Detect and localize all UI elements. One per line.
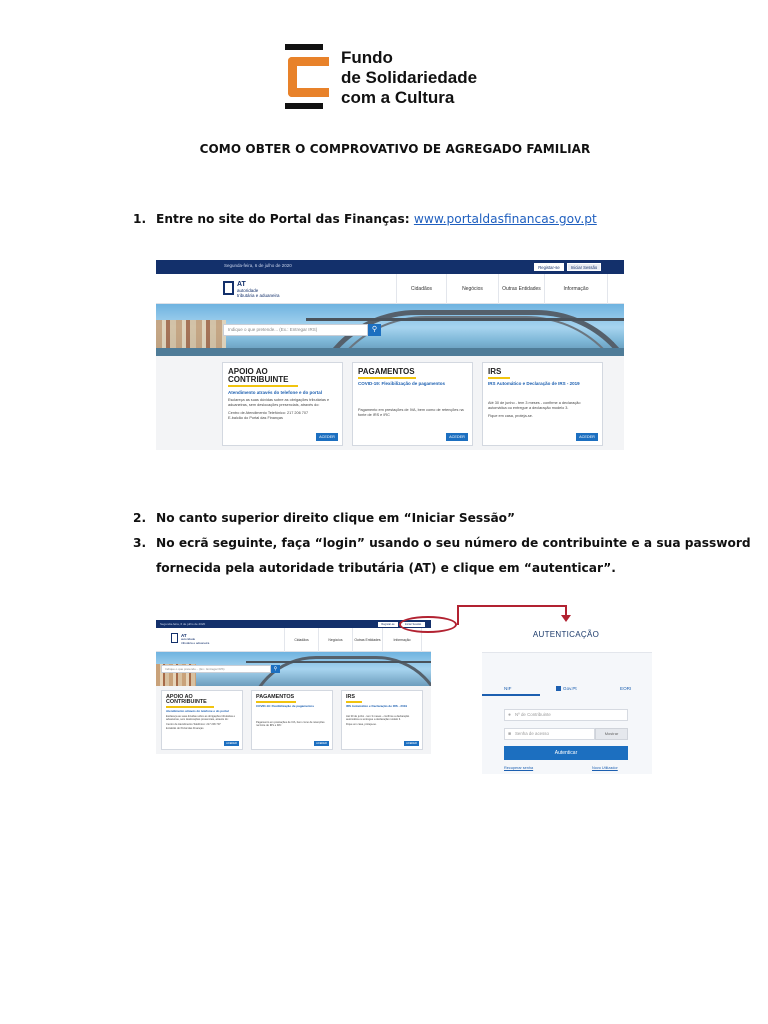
- govpt-icon: [556, 686, 561, 691]
- step-1-text: Entre no site do Portal das Finanças:: [156, 212, 414, 226]
- portal-hero-image: [156, 304, 624, 356]
- aceder-button[interactable]: ACEDER: [404, 741, 419, 746]
- password-input[interactable]: [504, 728, 595, 740]
- portal-date: Segunda-feira, 6 de julho de 2020: [160, 622, 206, 626]
- login-button[interactable]: Iniciar Sessão: [401, 622, 425, 627]
- card-body-note: Fique em casa, proteja-se.: [488, 414, 533, 419]
- card-subtitle: COVID-19: Flexibilização de pagamentos: [358, 381, 446, 386]
- card-title: IRS: [346, 694, 355, 700]
- logo-line-2: de Solidariedade: [341, 68, 478, 87]
- card-title-1: APOIO AO: [228, 367, 268, 376]
- card-title: PAGAMENTOS: [256, 694, 295, 700]
- nav-outras-entidades[interactable]: Outras Entidades: [498, 274, 544, 304]
- portal-date: Segunda-feira, 6 de julho de 2020: [224, 263, 292, 268]
- login-button[interactable]: Iniciar Sessão: [567, 263, 601, 271]
- card-subtitle: IRS Automático e Declaração de IRS - 2019: [346, 704, 408, 708]
- portal-cards: [156, 356, 624, 450]
- portal-cards: [156, 686, 431, 754]
- card-underline: [228, 385, 298, 387]
- logo-text: [341, 48, 477, 108]
- password-placeholder: Senha de acesso: [515, 731, 549, 736]
- tab-eori[interactable]: EORI: [620, 686, 632, 691]
- card-body: [166, 715, 238, 730]
- card-body-ebalcao: E-balcão do Portal das Finanças: [228, 415, 283, 420]
- card-pagamentos[interactable]: [251, 690, 333, 750]
- card-underline: [358, 377, 416, 379]
- portal-screenshot-small: [156, 620, 431, 754]
- card-body-phone: Centro de Atendimento Telefónico: 217 206 707: [166, 723, 221, 727]
- document-title: COMO OBTER O COMPROVATIVO DE AGREGADO FAMILIAR: [199, 142, 591, 156]
- card-body-text: Esclareça as suas dúvidas sobre as obrigações tributárias e aduaneiras, sem deslocações presenciais, através do:: [166, 715, 236, 722]
- card-underline: [166, 706, 214, 708]
- portal-screenshot: [156, 260, 624, 450]
- card-body: Pagamento em prestações de IVA, bem como de retenções na fonte de IRS e IRC: [358, 408, 464, 417]
- step-3: [133, 530, 751, 556]
- nav-cidadaos[interactable]: Cidadãos: [396, 274, 446, 304]
- card-body: Pagamento em prestações de IVA, bem como de retenções na fonte de IRS e IRC: [256, 721, 325, 728]
- fundo-logo-mark-icon: [284, 44, 324, 110]
- fundo-logo: [284, 44, 494, 110]
- portal-hero-image: [156, 652, 431, 686]
- card-body: [228, 398, 336, 420]
- card-body-ebalcao: E-balcão do Portal das Finanças: [166, 726, 204, 730]
- step-2-text: No canto superior direito clique em “Iniciar Sessão”: [156, 511, 516, 525]
- search-icon[interactable]: ⚲: [368, 324, 381, 336]
- portal-search-input[interactable]: Indique o que pretende... (Ex.: Entregar IRS): [161, 665, 271, 673]
- nav-outras-entidades[interactable]: Outras Entidades: [352, 628, 382, 652]
- card-body-note: Fique em casa, proteja-se.: [346, 723, 377, 727]
- card-irs[interactable]: [482, 362, 603, 446]
- nav-cidadaos[interactable]: Cidadãos: [284, 628, 318, 652]
- card-body-text: Esclareça as suas dúvidas sobre as obrigações tributárias e aduaneiras, sem deslocações presenciais, através do:: [228, 398, 330, 407]
- river: [156, 348, 624, 356]
- nav-informacao[interactable]: Informação: [544, 274, 608, 304]
- aceder-button[interactable]: ACEDER: [576, 433, 598, 441]
- card-title-1: APOIO AO: [166, 694, 193, 700]
- new-user-link[interactable]: Novo Utilizador: [592, 766, 618, 770]
- register-button[interactable]: Registar-se: [378, 622, 398, 627]
- step-3-text: No ecrã seguinte, faça “login” usando o seu número de contribuinte e a sua password: [156, 536, 751, 550]
- show-password-button[interactable]: Mostrar: [595, 728, 628, 740]
- aceder-button[interactable]: ACEDER: [224, 741, 239, 746]
- at-logo-caption: [237, 288, 280, 298]
- at-logo-letters: AT: [181, 633, 187, 638]
- nav-negocios[interactable]: Negócios: [446, 274, 498, 304]
- portal-top-bar: [156, 260, 624, 274]
- at-logo-line-2: tributária e aduaneira: [181, 640, 210, 645]
- at-logo-line-1: autoridade: [181, 637, 196, 641]
- auth-title: AUTENTICAÇÃO: [532, 630, 600, 639]
- portal-top-bar: [156, 620, 431, 628]
- card-title: IRS: [488, 367, 502, 376]
- step-2-number: 2.: [133, 511, 147, 525]
- card-title-2: CONTRIBUINTE: [166, 699, 207, 706]
- logo-line-3: com a Cultura: [341, 88, 455, 107]
- card-apoio-contribuinte[interactable]: [222, 362, 343, 446]
- card-body-text: Até 30 de junho - tem 3 meses - confirme a declaração automática ou entregue a declaração modelo 3.: [488, 401, 581, 410]
- recover-password-link[interactable]: Recuperar senha: [504, 766, 534, 770]
- step-2: [133, 505, 515, 531]
- portal-search-input[interactable]: Indique o que pretende... (Ex.: Entregar IRS): [223, 324, 368, 336]
- at-logo-caption: [181, 638, 209, 645]
- card-body: [488, 401, 596, 419]
- nav-negocios[interactable]: Negócios: [318, 628, 352, 652]
- bridge-deck: [306, 318, 624, 321]
- portal-financas-link[interactable]: www.portaldasfinancas.gov.pt: [413, 212, 597, 226]
- step-3-number: 3.: [133, 536, 147, 550]
- card-pagamentos[interactable]: [352, 362, 473, 446]
- tab-govpt[interactable]: [556, 686, 577, 691]
- at-logo-letters: AT: [237, 281, 246, 288]
- aceder-button[interactable]: ACEDER: [446, 433, 468, 441]
- bridge-deck: [246, 661, 431, 663]
- register-button[interactable]: Registar-se: [534, 263, 564, 271]
- nif-placeholder: Nº de Contribuinte: [515, 712, 551, 717]
- card-body-text: Até 30 de junho - tem 3 meses - confirme a declaração automática ou entregue a declaração modelo 3.: [346, 715, 410, 722]
- card-subtitle: COVID-19: Flexibilização de pagamentos: [256, 704, 315, 708]
- auth-screenshot: [480, 622, 652, 774]
- lock-icon: ■: [508, 731, 512, 737]
- tab-underline: [482, 694, 540, 696]
- at-logo[interactable]: [223, 281, 313, 299]
- logo-line-1: Fundo: [341, 48, 393, 67]
- tab-nif[interactable]: NIF: [504, 686, 512, 691]
- portal-nav: [156, 628, 431, 652]
- card-apoio-contribuinte[interactable]: [161, 690, 243, 750]
- at-logo-line-2: tributária e aduaneira: [237, 293, 280, 298]
- card-subtitle: IRS Automático e Declaração de IRS - 2019: [488, 381, 580, 386]
- card-underline: [256, 701, 296, 703]
- user-icon: ●: [508, 712, 512, 718]
- search-icon[interactable]: ⚲: [271, 665, 280, 673]
- autenticar-button[interactable]: Autenticar: [504, 746, 628, 760]
- card-irs[interactable]: [341, 690, 423, 750]
- aceder-button[interactable]: ACEDER: [314, 741, 329, 746]
- step-3-continuation: fornecida pela autoridade tributária (AT) e clique em “autenticar”.: [156, 561, 616, 575]
- card-underline: [346, 701, 362, 703]
- tab-govpt-label: Gov.Pt: [563, 686, 577, 691]
- at-logo[interactable]: [171, 633, 231, 647]
- step-1: [133, 206, 597, 232]
- at-logo-icon: [223, 281, 234, 295]
- card-subtitle: Atendimento através do telefone e do portal: [228, 390, 323, 395]
- card-title-2: CONTRIBUINTE: [228, 375, 289, 384]
- card-subtitle: Atendimento através do telefone e do portal: [166, 709, 229, 713]
- at-logo-icon: [171, 633, 178, 643]
- step-1-number: 1.: [133, 212, 147, 226]
- nif-input[interactable]: [504, 709, 628, 721]
- nav-informacao[interactable]: Informação: [382, 628, 422, 652]
- card-underline: [488, 377, 510, 379]
- card-body: [346, 715, 418, 727]
- aceder-button[interactable]: ACEDER: [316, 433, 338, 441]
- card-title: PAGAMENTOS: [358, 367, 415, 376]
- card-body-phone: Centro de Atendimento Telefónico: 217 206 707: [228, 411, 309, 416]
- portal-nav: [156, 274, 624, 304]
- at-logo-line-1: autoridade: [237, 288, 259, 293]
